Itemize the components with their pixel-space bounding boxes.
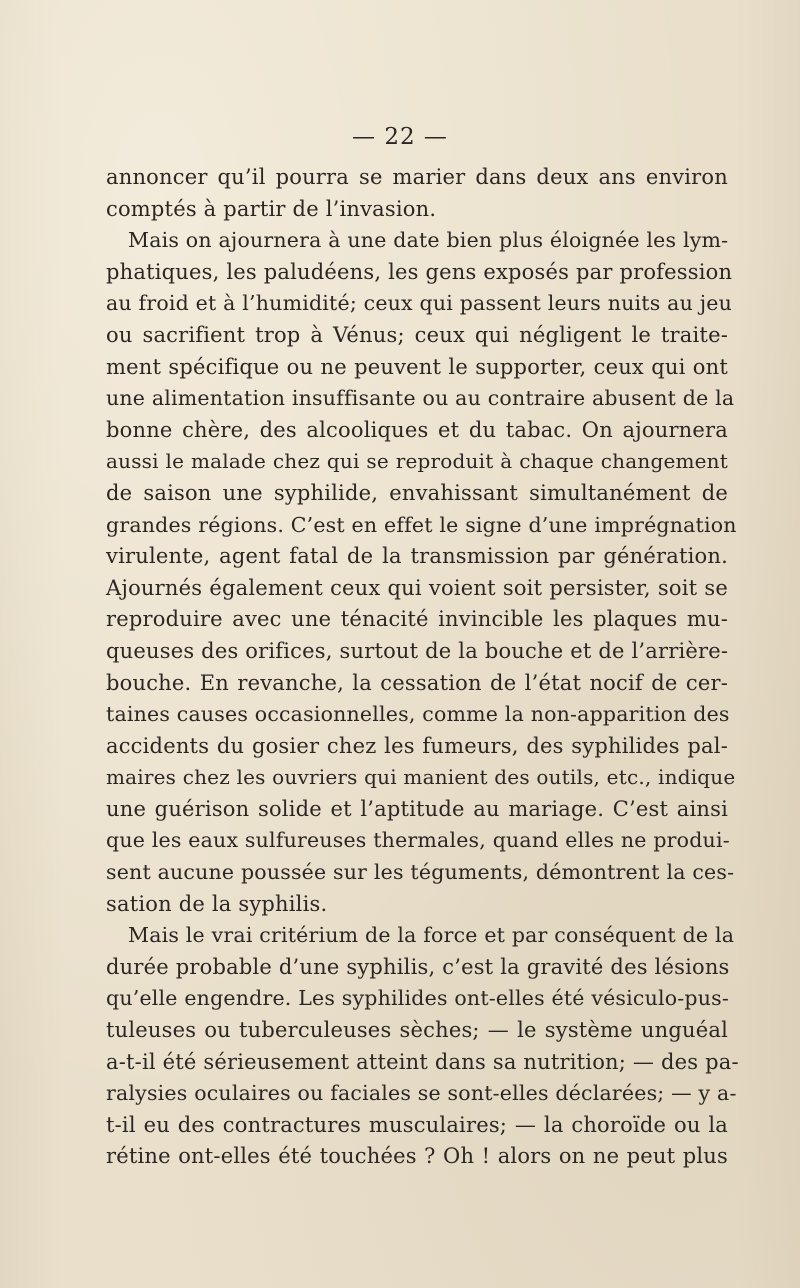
text-line: phatiques, les paludéens, les gens exposés par profession	[106, 259, 733, 284]
text-line: aussi le malade chez qui se reproduit à chaque changement	[106, 449, 728, 474]
body-text	[106, 162, 739, 1173]
text-line: que les eaux sulfureuses thermales, quand elles ne produi-	[106, 828, 730, 853]
text-line: Mais on ajournera à une date bien plus éloignée les lym-	[128, 228, 729, 253]
text-line: tuleuses ou tuberculeuses sèches; — le système unguéal	[106, 1018, 728, 1043]
text-line: bonne chère, des alcooliques et du tabac. On ajournera	[106, 417, 728, 442]
text-line: ment spécifique ou ne peuvent le supporter, ceux qui ont	[106, 354, 728, 379]
text-line: accidents du gosier chez les fumeurs, des syphilides pal-	[106, 733, 728, 758]
text-line: sent aucune poussée sur les téguments, démontrent la ces-	[106, 860, 735, 885]
text-line: qu’elle engendre. Les syphilides ont-elles été vésiculo-pus-	[106, 986, 729, 1011]
text-line: une alimentation insuffisante ou au contraire abusent de la	[106, 386, 735, 411]
text-line: une guérison solide et l’aptitude au mariage. C’est ainsi	[106, 796, 728, 821]
text-line: annoncer qu’il pourra se marier dans deux ans environ	[106, 165, 728, 189]
text-line: sation de la syphilis.	[106, 891, 328, 916]
text-line: t-il eu des contractures musculaires; — la choroïde ou la	[106, 1112, 728, 1137]
text-line: Ajournés également ceux qui voient soit persister, soit se	[106, 575, 728, 600]
text-line: grandes régions. C’est en effet le signe d’une imprégnation	[106, 512, 737, 537]
text-line: reproduire avec une ténacité invincible les plaques mu-	[106, 607, 728, 632]
text-line: Mais le vrai critérium de la force et par conséquent de la	[128, 923, 735, 948]
page-number: — 22 —	[352, 124, 448, 150]
text-line: bouche. En revanche, la cessation de l’état nocif de cer-	[106, 670, 728, 695]
text-line: au froid et à l’humidité; ceux qui passent leurs nuits au jeu	[106, 291, 732, 316]
text-line: a-t-il été sérieusement atteint dans sa nutrition; — des pa-	[106, 1049, 739, 1074]
text-line: de saison une syphilide, envahissant simultanément de	[106, 480, 728, 505]
text-line: taines causes occasionnelles, comme la non-apparition des	[106, 702, 730, 727]
text-line: virulente, agent fatal de la transmission par génération.	[106, 544, 728, 569]
text-line: ou sacrifient trop à Vénus; ceux qui négligent le traite-	[106, 322, 728, 347]
text-line: comptés à partir de l’invasion.	[106, 196, 437, 221]
text-line: rétine ont-elles été touchées ? Oh ! alors on ne peut plus	[106, 1144, 728, 1169]
text-line: ralysies oculaires ou faciales se sont-elles déclarées; — y a-	[106, 1081, 737, 1106]
text-line: maires chez les ouvriers qui manient des outils, etc., indique	[106, 765, 736, 790]
text-line: durée probable d’une syphilis, c’est la gravité des lésions	[106, 954, 730, 979]
text-line: queuses des orifices, surtout de la bouche et de l’arrière-	[106, 638, 729, 663]
